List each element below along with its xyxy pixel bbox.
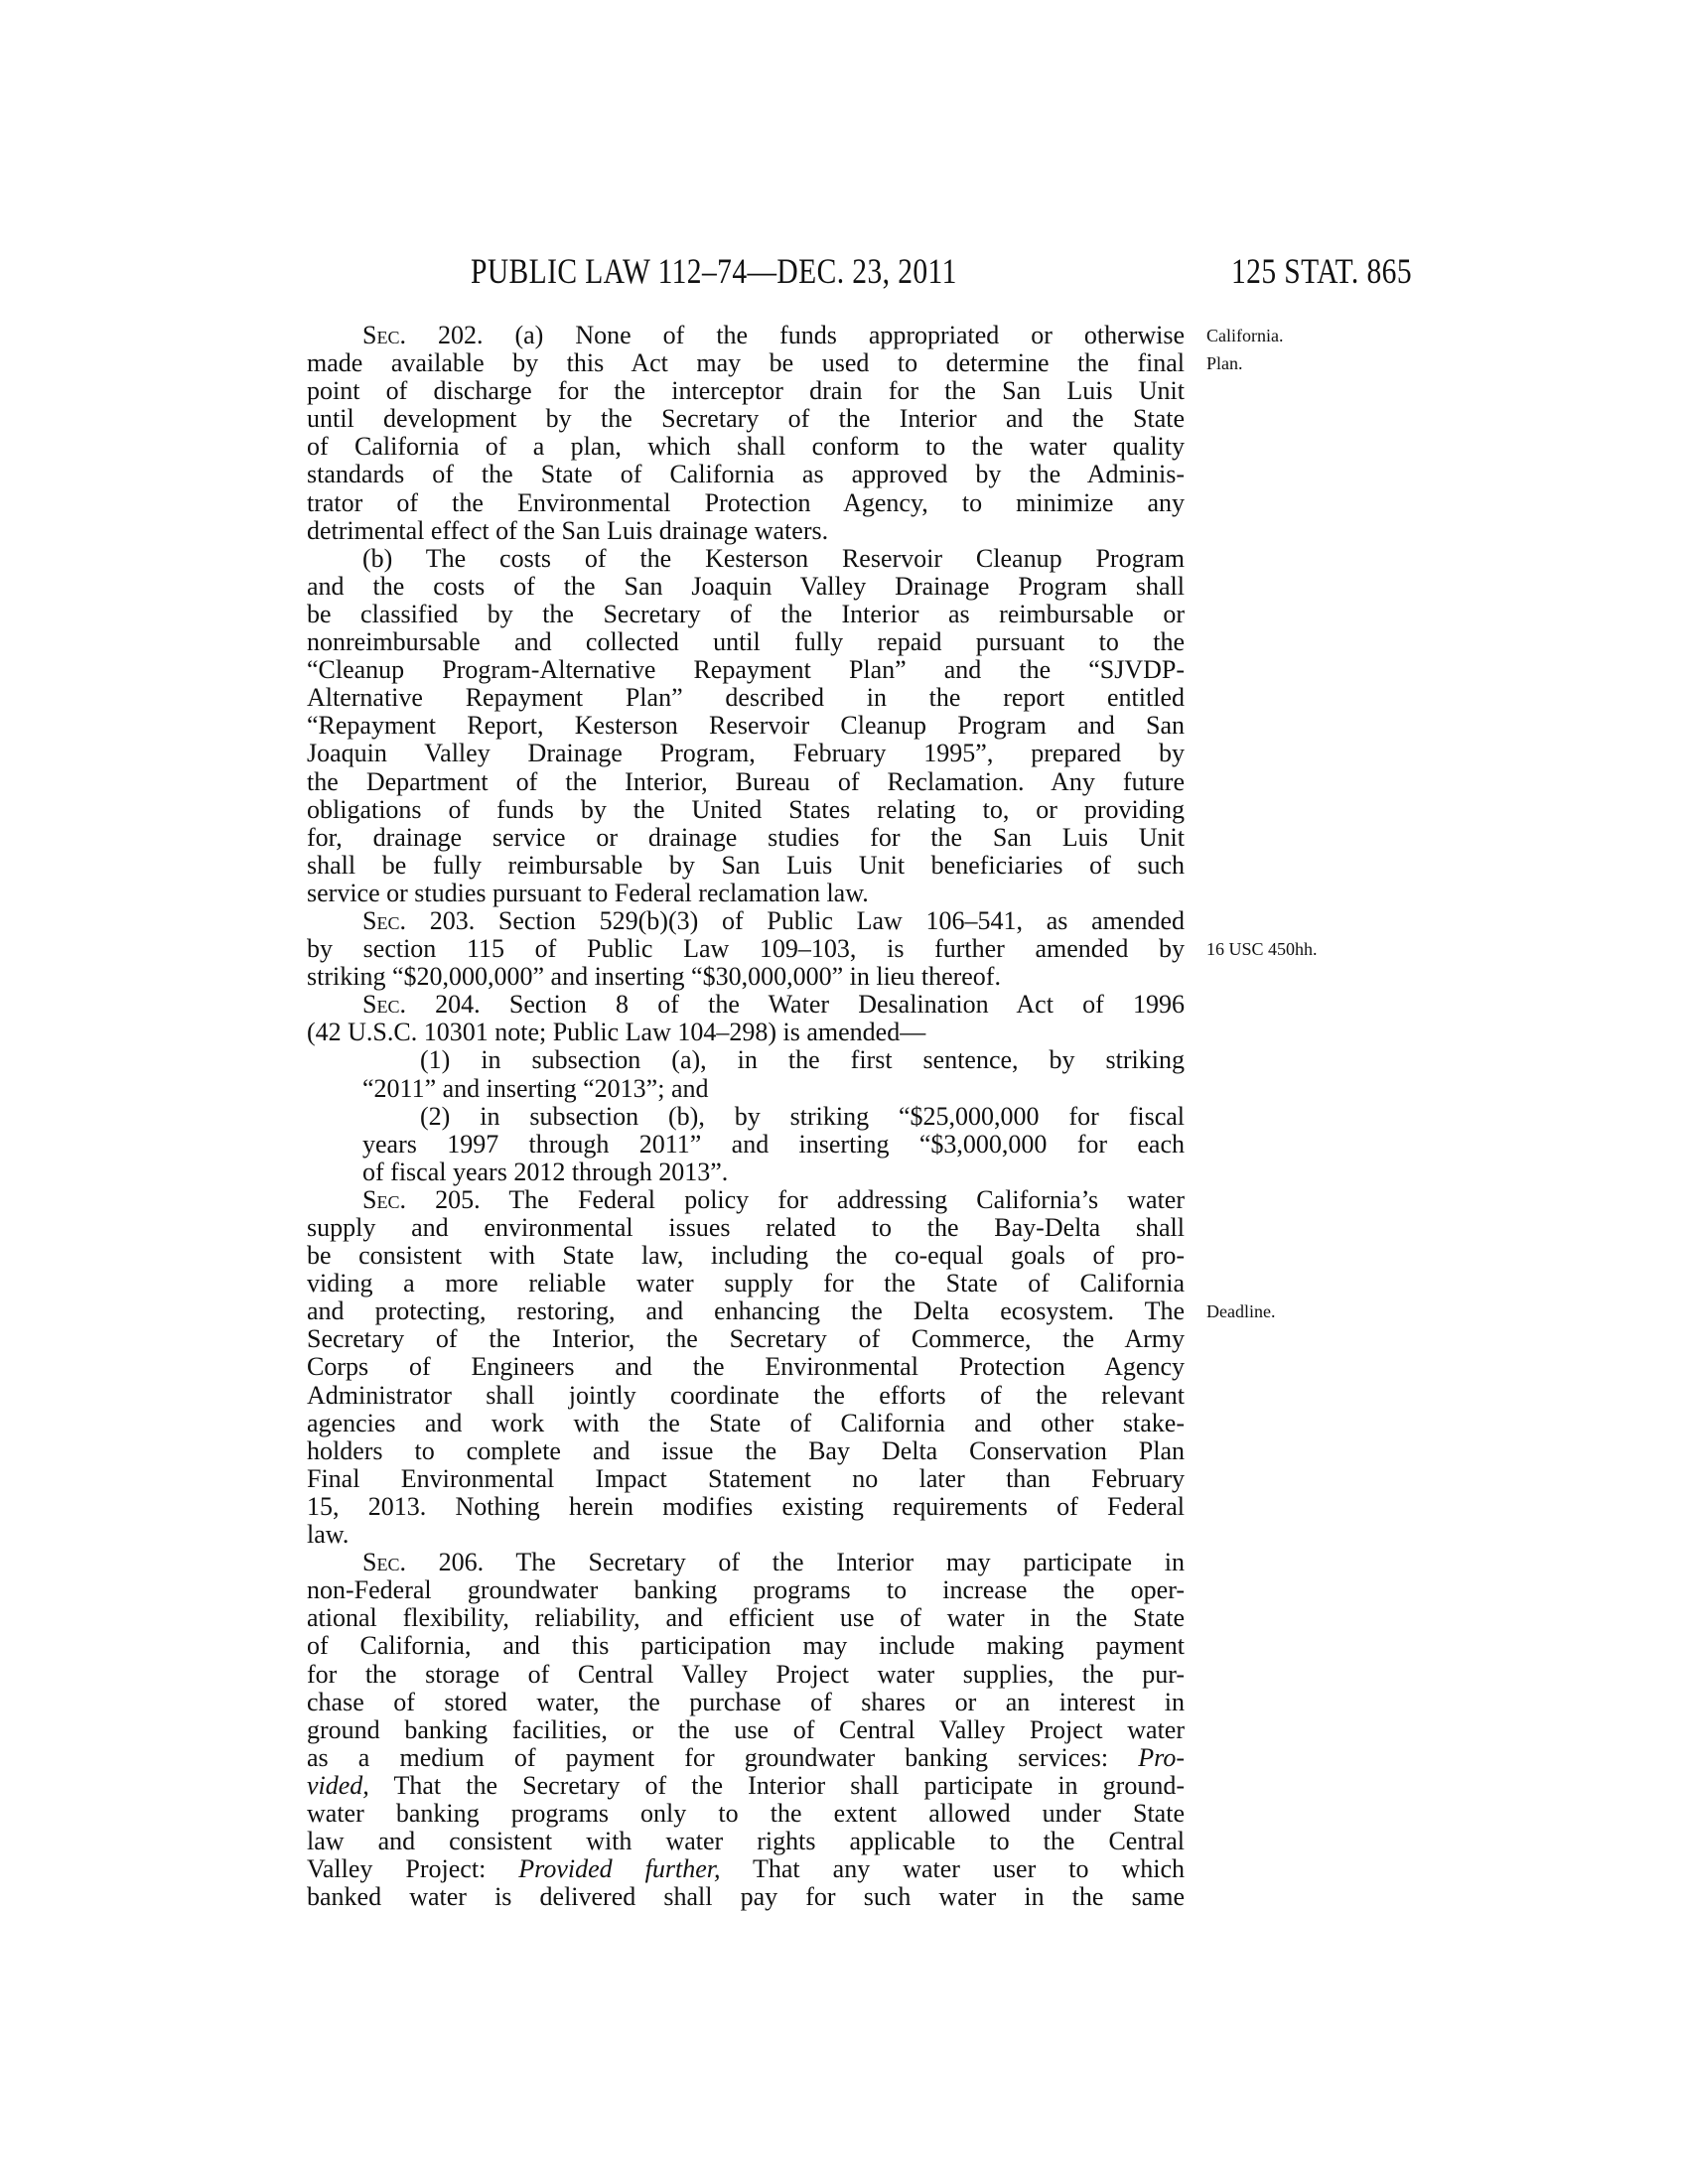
text-line [307,545,1185,573]
text-line [307,1521,1185,1549]
section-label: Sec. [362,1548,406,1577]
text-segment: of California of a plan, which shall conform to the water quality [307,432,1185,462]
text-segment: 205. The Federal policy for addressing California’s water [405,1184,1185,1214]
text-segment: Corps of Engineers and the Environmental Protection Agency [307,1352,1185,1382]
section-label: Sec. [362,990,406,1020]
text-line [307,1632,1185,1660]
italic-text: Provided further, [518,1854,721,1884]
text-line [307,1661,1185,1689]
text-segment: 202. (a) None of the funds appropriated or otherwise [405,321,1185,349]
page-number: 125 STAT. 865 [1231,251,1413,291]
text-segment: 206. The Secretary of the Interior may participate in [405,1548,1185,1577]
text-line [307,1297,1276,1326]
text-line [307,573,1185,601]
text-segment: (1) in subsection (a), in the first sentence, by striking [420,1045,1185,1075]
text-line [307,1159,1185,1186]
text-line [307,712,1185,740]
text-segment: water banking programs only to the extent allowed under State [307,1798,1185,1828]
text-segment: of California, and this participation may include making payment [307,1631,1185,1661]
text-line [307,377,1185,405]
section-label: Sec. [362,321,406,349]
text-segment: for, drainage service or drainage studies for the San Luis Unit [307,822,1185,852]
text-line [307,1689,1185,1716]
text-line [307,1382,1185,1410]
italic-text: Pro- [1138,1742,1185,1772]
text-segment: Alternative Repayment Plan” described in the report entitled [307,683,1185,713]
text-segment: law. [307,1520,350,1550]
text-segment: “2011” and inserting “2013”; and [362,1073,709,1103]
margin-note: Deadline. [1206,1301,1276,1322]
text-line [307,740,1185,767]
text-segment: and the costs of the San Joaquin Valley Drainage Program shall [307,571,1185,601]
text-segment: and protecting, restoring, and enhancing the Delta ecosystem. The [307,1297,1185,1326]
text-segment: (42 U.S.C. 10301 note; Public Law 104–298) is amended— [307,1018,926,1047]
text-line [307,1772,1185,1800]
text-segment: Secretary of the Interior, the Secretary of Commerce, the Army [307,1324,1185,1354]
text-line [307,1103,1185,1131]
text-line [307,963,1185,991]
text-segment: detrimental effect of the San Luis drainage waters. [307,515,829,545]
text-segment: chase of stored water, the purchase of shares or an interest in [307,1687,1185,1716]
text-segment: ational flexibility, reliability, and efficient use of water in the State [307,1603,1185,1633]
text-segment: agencies and work with the State of California and other stake- [307,1408,1185,1437]
text-line [307,628,1185,656]
text-segment: obligations of funds by the United States relating to, or providing [307,794,1185,824]
text-line [307,1270,1185,1297]
text-line [307,1353,1185,1381]
text-segment: That any water user to which [720,1854,1185,1884]
text-line [307,852,1185,880]
text-segment: 15, 2013. Nothing herein modifies existing requirements of Federal [307,1491,1185,1521]
text-segment: viding a more reliable water supply for the State of California [307,1269,1185,1298]
text-line [307,1325,1185,1353]
text-segment: standards of the State of California as approved by the Adminis- [307,460,1185,489]
text-line [307,1465,1185,1493]
text-line [307,321,1284,349]
text-segment: (b) The costs of the Kesterson Reservoir Cleanup Program [362,543,1185,573]
text-segment: trator of the Environmental Protection Agency, to minimize any [307,487,1185,517]
text-line [307,1716,1185,1744]
text-segment: of fiscal years 2012 through 2013”. [362,1157,729,1186]
text-line [307,1242,1185,1270]
text-line [307,1131,1185,1159]
text-segment: be classified by the Secretary of the Interior as reimbursable or [307,599,1185,628]
text-segment: until development by the Secretary of the Interior and the State [307,404,1185,434]
text-line [307,433,1185,461]
text-line [307,1828,1185,1855]
text-line [307,768,1185,796]
margin-note: Plan. [1206,353,1243,374]
text-segment: holders to complete and issue the Bay Delta Conservation Plan [307,1435,1185,1465]
text-line [307,405,1185,433]
statute-body [307,321,1318,1912]
text-line [307,1186,1185,1214]
text-line [307,1576,1185,1604]
text-segment: Joaquin Valley Drainage Program, February 1995”, prepared by [307,739,1185,768]
text-segment: point of discharge for the interceptor drain for the San Luis Unit [307,376,1185,406]
text-segment: striking “$20,000,000” and inserting “$30,000,000” in lieu thereof. [307,962,1001,992]
text-line [307,824,1185,852]
text-line [307,461,1185,488]
text-line [307,601,1185,628]
text-segment: ground banking facilities, or the use of Central Valley Project water [307,1714,1185,1744]
text-segment: non-Federal groundwater banking programs to increase the oper- [307,1575,1185,1605]
section-label: Sec. [362,1184,406,1214]
text-line [307,1075,1185,1103]
text-segment: by section 115 of Public Law 109–103, is further amended by [307,934,1185,964]
text-segment: be consistent with State law, including the co-equal goals of pro- [307,1241,1185,1271]
text-segment: made available by this Act may be used to determine the final [307,348,1185,378]
margin-note: 16 USC 450hh. [1206,939,1318,960]
text-segment: 204. Section 8 of the Water Desalination Act of 1996 [405,990,1185,1020]
italic-text: vided, [307,1770,369,1800]
text-line [307,991,1185,1019]
text-line [307,1046,1185,1074]
text-segment: (2) in subsection (b), by striking “$25,000,000 for fiscal [420,1101,1185,1131]
text-segment: service or studies pursuant to Federal reclamation law. [307,878,869,907]
text-segment: banked water is delivered shall pay for such water in the same [307,1882,1185,1912]
text-line [307,1214,1185,1242]
text-line [307,517,1185,545]
text-segment: Valley Project: [307,1854,519,1884]
text-line [307,1800,1185,1828]
text-line [307,796,1185,824]
text-segment: Administrator shall jointly coordinate the efforts of the relevant [307,1380,1185,1410]
text-line [307,1019,1185,1046]
text-segment: 203. Section 529(b)(3) of Public Law 106–541, as amended [405,905,1185,935]
text-segment: for the storage of Central Valley Project water supplies, the pur- [307,1659,1185,1689]
margin-note: California. [1206,326,1284,345]
text-line [307,1855,1185,1883]
text-line [307,907,1185,935]
text-line [307,1493,1185,1521]
text-line [307,934,1318,964]
text-line [307,1437,1185,1465]
text-segment: “Repayment Report, Kesterson Reservoir Cleanup Program and San [307,711,1185,741]
section-label: Sec. [362,905,406,935]
text-segment: Final Environmental Impact Statement no later than February [307,1463,1185,1493]
text-segment: supply and environmental issues related to the Bay-Delta shall [307,1213,1185,1242]
text-line [307,880,1185,907]
text-segment: as a medium of payment for groundwater banking services: [307,1742,1139,1772]
text-line [307,656,1185,684]
text-segment: law and consistent with water rights applicable to the Central [307,1827,1185,1856]
text-line [307,1744,1185,1772]
text-line [307,1549,1185,1576]
running-header-title: PUBLIC LAW 112–74—DEC. 23, 2011 [471,251,957,291]
text-segment: the Department of the Interior, Bureau of Reclamation. Any future [307,766,1185,796]
text-line [307,1604,1185,1632]
text-line [307,684,1185,712]
text-line [307,489,1185,517]
text-line [307,1883,1185,1911]
text-segment: years 1997 through 2011” and inserting “$3,000,000 for each [362,1129,1185,1159]
text-line [307,1410,1185,1437]
text-segment: shall be fully reimbursable by San Luis Unit beneficiaries of such [307,850,1185,880]
text-segment: nonreimbursable and collected until fully repaid pursuant to the [307,627,1185,657]
text-segment: That the Secretary of the Interior shall participate in ground- [368,1770,1185,1800]
text-segment: “Cleanup Program-Alternative Repayment Plan” and the “SJVDP- [307,655,1185,685]
text-line [307,348,1243,378]
